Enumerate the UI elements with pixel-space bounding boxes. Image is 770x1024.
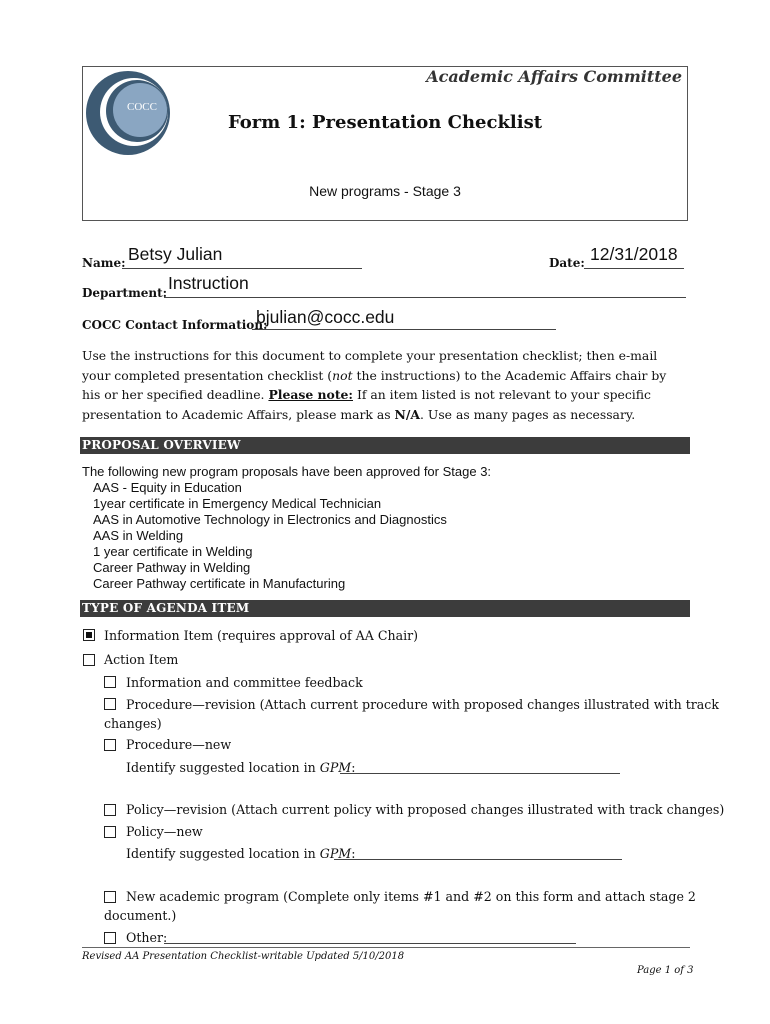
information-item-label: Information Item (requires approval of AA Chair) [104,628,419,643]
policy-new-label: Policy—new [126,824,203,839]
form-subtitle: New programs - Stage 3 [309,183,461,199]
procedure-revision-label: Procedure—revision (Attach current procedure with proposed changes illustrated with track [126,697,719,712]
instructions-paragraph [82,346,688,424]
committee-name: Academic Affairs Committee [426,67,682,86]
instr-not: not [332,367,353,383]
procedure-identify-text: Identify suggested location in [126,760,320,775]
policy-new-checkbox[interactable] [104,826,116,838]
proposal-list [82,480,682,592]
list-item: AAS in Automotive Technology in Electronics and Diagnostics [93,512,447,527]
new-program-label-cont: document.) [104,908,177,923]
footer-revised: Revised AA Presentation Checklist-writable Updated 5/10/2018 [82,951,405,962]
other-field[interactable] [164,943,576,944]
page-number: Page 1 of 3 [637,965,694,976]
policy-gpm-text: GPM [319,846,352,861]
proposal-overview-body[interactable] [82,464,682,592]
instr-part2: the instructions) to the Academic Affairs chair by his or her specified deadline. [82,367,667,402]
feedback-checkbox[interactable] [104,676,116,688]
policy-gpm-colon: : [351,846,356,861]
date-line [584,268,684,269]
instr-part1: Use the instructions for this document to complete your presentation checklist; then e-mail your completed presentation checklist ( [82,348,658,383]
procedure-new-checkbox[interactable] [104,739,116,751]
contact-label: COCC Contact Information: [82,318,268,332]
procedure-gpm-colon: : [351,760,356,775]
list-item: Career Pathway certificate in Manufacturing [93,576,346,591]
instr-part3: If an item listed is not relevant to your specific presentation to Academic Affairs, please mark as [82,387,651,422]
list-item: AAS in Welding [93,528,184,543]
procedure-gpm-field[interactable] [340,773,620,774]
information-item-checkbox[interactable] [83,629,95,641]
feedback-label: Information and committee feedback [126,675,363,690]
proposal-overview-heading: PROPOSAL OVERVIEW [80,437,690,454]
agenda-type-heading: TYPE OF AGENDA ITEM [80,600,690,617]
action-item-checkbox[interactable] [83,654,95,666]
department-line [164,297,686,298]
proposal-intro: The following new program proposals have been approved for Stage 3: [82,464,492,479]
list-item: 1year certificate in Emergency Medical Technician [93,496,382,511]
department-field[interactable]: Instruction [168,273,249,293]
procedure-gpm-prompt [126,760,355,775]
list-item: 1 year certificate in Welding [93,544,253,559]
date-field[interactable]: 12/31/2018 [590,244,678,264]
instr-please-note: Please note: [268,387,353,402]
policy-gpm-field[interactable] [334,859,622,860]
procedure-revision-label-cont: changes) [104,716,162,731]
other-checkbox[interactable] [104,932,116,944]
new-program-checkbox[interactable] [104,891,116,903]
instr-part4: . Use as many pages as necessary. [420,406,636,422]
policy-revision-label: Policy—revision (Attach current policy with proposed changes illustrated with track changes) [126,802,725,817]
list-item: AAS - Equity in Education [93,480,242,495]
procedure-new-label: Procedure—new [126,737,232,752]
policy-gpm-prompt [126,846,355,861]
name-label: Name: [82,256,126,270]
policy-revision-checkbox[interactable] [104,804,116,816]
footer-divider [82,947,690,948]
date-label: Date: [549,256,585,270]
procedure-gpm-text: GPM [319,760,352,775]
policy-identify-text: Identify suggested location in [126,846,320,861]
logo-text: COCC [127,101,157,113]
procedure-revision-checkbox[interactable] [104,698,116,710]
contact-line [252,329,556,330]
instr-na: N/A [394,406,420,422]
name-line [122,268,362,269]
department-label: Department: [82,286,168,300]
other-label: Other: [126,930,168,945]
contact-field[interactable]: bjulian@cocc.edu [256,307,395,327]
name-field[interactable]: Betsy Julian [128,244,223,264]
new-program-label: New academic program (Complete only items #1 and #2 on this form and attach stage 2 [126,889,696,904]
form-title: Form 1: Presentation Checklist [227,112,543,133]
list-item: Career Pathway in Welding [93,560,251,575]
action-item-label: Action Item [104,652,179,667]
